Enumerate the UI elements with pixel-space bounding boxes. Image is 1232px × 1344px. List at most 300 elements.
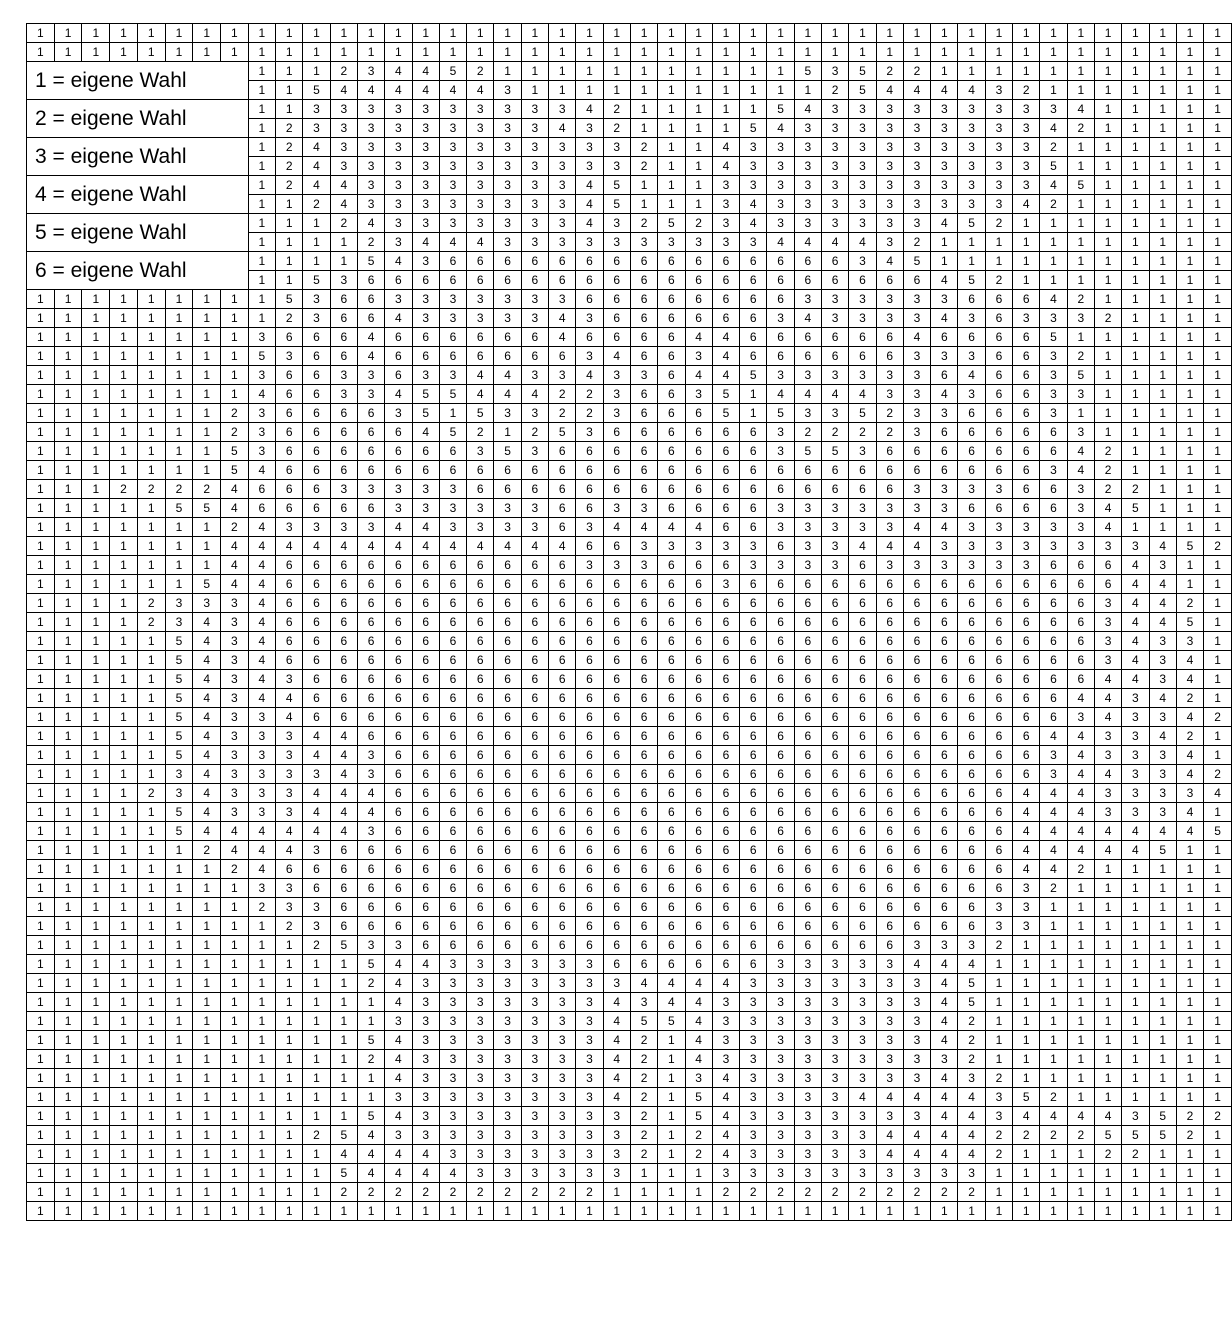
grid-cell: 1 — [1204, 24, 1232, 43]
grid-cell: 3 — [1149, 651, 1176, 670]
grid-cell: 6 — [521, 271, 548, 290]
grid-cell: 4 — [903, 81, 930, 100]
grid-cell: 6 — [658, 556, 685, 575]
grid-cell: 6 — [740, 594, 767, 613]
grid-cell: 1 — [193, 955, 221, 974]
grid-cell: 4 — [248, 556, 275, 575]
grid-cell: 1 — [27, 480, 55, 499]
grid-cell: 1 — [276, 1183, 303, 1202]
grid-cell: 3 — [385, 233, 412, 252]
grid-cell: 1 — [110, 347, 138, 366]
grid-cell: 6 — [549, 518, 576, 537]
grid-cell: 3 — [767, 1145, 794, 1164]
grid-cell: 6 — [849, 632, 876, 651]
grid-row — [27, 62, 1232, 81]
grid-cell: 3 — [412, 499, 439, 518]
grid-cell: 1 — [549, 43, 576, 62]
grid-cell: 3 — [549, 195, 576, 214]
grid-cell: 1 — [1204, 1164, 1232, 1183]
grid-cell: 1 — [137, 366, 165, 385]
grid-cell: 4 — [712, 1088, 739, 1107]
grid-cell: 4 — [603, 1088, 630, 1107]
grid-cell: 6 — [549, 461, 576, 480]
grid-cell: 1 — [1122, 328, 1149, 347]
grid-cell: 3 — [1040, 461, 1067, 480]
grid-cell: 3 — [849, 176, 876, 195]
grid-cell: 6 — [467, 461, 494, 480]
grid-cell: 3 — [1122, 708, 1149, 727]
grid-cell: 1 — [165, 974, 193, 993]
grid-cell: 1 — [27, 974, 55, 993]
grid-cell: 6 — [467, 575, 494, 594]
grid-cell: 3 — [439, 195, 466, 214]
grid-cell: 6 — [467, 613, 494, 632]
grid-cell: 1 — [740, 43, 767, 62]
grid-cell: 3 — [794, 1050, 821, 1069]
grid-cell: 3 — [603, 1126, 630, 1145]
grid-cell: 1 — [82, 309, 110, 328]
grid-cell: 6 — [630, 689, 657, 708]
grid-cell: 1 — [221, 898, 249, 917]
grid-cell: 6 — [303, 594, 330, 613]
grid-cell: 3 — [903, 138, 930, 157]
grid-cell: 1 — [821, 24, 848, 43]
grid-cell: 1 — [1176, 1031, 1203, 1050]
grid-cell: 2 — [110, 480, 138, 499]
grid-cell: 6 — [958, 442, 985, 461]
grid-cell: 1 — [27, 309, 55, 328]
grid-cell: 3 — [876, 556, 903, 575]
grid-cell: 6 — [385, 784, 412, 803]
grid-cell: 4 — [794, 385, 821, 404]
grid-cell: 6 — [876, 613, 903, 632]
grid-cell: 5 — [165, 632, 193, 651]
grid-cell: 3 — [849, 518, 876, 537]
grid-cell: 2 — [821, 81, 848, 100]
grid-cell: 3 — [794, 404, 821, 423]
grid-cell: 3 — [821, 518, 848, 537]
grid-cell: 1 — [1013, 252, 1040, 271]
grid-cell: 1 — [1122, 936, 1149, 955]
grid-cell: 6 — [549, 860, 576, 879]
grid-cell: 3 — [576, 1107, 603, 1126]
grid-cell: 3 — [521, 233, 548, 252]
grid-cell: 5 — [165, 689, 193, 708]
grid-cell: 3 — [412, 366, 439, 385]
grid-cell: 6 — [985, 366, 1012, 385]
grid-cell: 3 — [740, 1107, 767, 1126]
grid-cell: 3 — [876, 993, 903, 1012]
grid-cell: 3 — [357, 176, 384, 195]
grid-cell: 3 — [931, 138, 958, 157]
grid-cell: 6 — [1013, 499, 1040, 518]
grid-cell: 4 — [385, 955, 412, 974]
grid-cell: 6 — [658, 252, 685, 271]
grid-cell: 4 — [549, 119, 576, 138]
grid-cell: 3 — [685, 537, 712, 556]
grid-cell: 1 — [1040, 1164, 1067, 1183]
grid-cell: 3 — [931, 537, 958, 556]
grid-cell: 1 — [165, 347, 193, 366]
grid-cell: 1 — [82, 423, 110, 442]
grid-cell: 6 — [630, 328, 657, 347]
grid-cell: 3 — [549, 1088, 576, 1107]
grid-cell: 3 — [876, 385, 903, 404]
grid-cell: 6 — [467, 651, 494, 670]
grid-cell: 6 — [248, 499, 275, 518]
grid-cell: 4 — [931, 1107, 958, 1126]
grid-cell: 3 — [1176, 632, 1203, 651]
grid-cell: 3 — [385, 157, 412, 176]
grid-cell: 1 — [1013, 1164, 1040, 1183]
grid-cell: 6 — [794, 860, 821, 879]
grid-cell: 6 — [412, 594, 439, 613]
grid-cell: 3 — [385, 176, 412, 195]
grid-cell: 3 — [467, 442, 494, 461]
grid-cell: 1 — [1149, 879, 1176, 898]
grid-cell: 6 — [549, 784, 576, 803]
grid-cell: 1 — [82, 993, 110, 1012]
grid-cell: 3 — [165, 613, 193, 632]
grid-cell: 4 — [658, 518, 685, 537]
grid-cell: 1 — [1122, 898, 1149, 917]
grid-cell: 4 — [685, 974, 712, 993]
grid-cell: 6 — [685, 879, 712, 898]
grid-cell: 6 — [849, 784, 876, 803]
grid-cell: 6 — [1013, 290, 1040, 309]
grid-cell: 3 — [494, 1145, 521, 1164]
grid-cell: 6 — [630, 252, 657, 271]
grid-cell: 6 — [849, 556, 876, 575]
grid-cell: 4 — [412, 81, 439, 100]
grid-cell: 3 — [549, 1050, 576, 1069]
grid-cell: 4 — [193, 613, 221, 632]
grid-cell: 3 — [303, 100, 330, 119]
grid-cell: 6 — [685, 290, 712, 309]
grid-cell: 6 — [821, 708, 848, 727]
grid-cell: 6 — [712, 898, 739, 917]
grid-cell: 3 — [876, 176, 903, 195]
grid-cell: 3 — [1040, 746, 1067, 765]
grid-cell: 5 — [412, 404, 439, 423]
grid-cell: 1 — [54, 385, 82, 404]
grid-cell: 3 — [412, 309, 439, 328]
grid-cell: 1 — [1204, 841, 1232, 860]
grid-cell: 1 — [1204, 632, 1232, 651]
grid-cell: 6 — [494, 803, 521, 822]
grid-cell: 1 — [276, 974, 303, 993]
grid-cell: 1 — [54, 1183, 82, 1202]
grid-cell: 3 — [985, 917, 1012, 936]
grid-cell: 6 — [412, 461, 439, 480]
grid-cell: 3 — [712, 214, 739, 233]
grid-cell: 3 — [740, 1126, 767, 1145]
grid-cell: 1 — [82, 347, 110, 366]
grid-cell: 1 — [221, 1012, 249, 1031]
grid-cell: 3 — [767, 1164, 794, 1183]
grid-cell: 6 — [658, 385, 685, 404]
grid-cell: 1 — [330, 252, 357, 271]
grid-cell: 4 — [1040, 176, 1067, 195]
grid-cell: 4 — [1067, 1107, 1094, 1126]
grid-cell: 5 — [821, 442, 848, 461]
grid-cell: 6 — [630, 575, 657, 594]
grid-cell: 3 — [931, 347, 958, 366]
grid-cell: 1 — [27, 784, 55, 803]
grid-cell: 3 — [439, 1107, 466, 1126]
grid-cell: 1 — [165, 404, 193, 423]
grid-cell: 3 — [1149, 632, 1176, 651]
grid-cell: 4 — [1040, 822, 1067, 841]
grid-cell: 2 — [630, 1088, 657, 1107]
grid-cell: 1 — [137, 822, 165, 841]
grid-cell: 3 — [521, 366, 548, 385]
grid-cell: 4 — [193, 803, 221, 822]
grid-cell: 6 — [931, 708, 958, 727]
grid-cell: 1 — [1204, 119, 1232, 138]
grid-cell: 1 — [248, 62, 275, 81]
grid-cell: 6 — [330, 461, 357, 480]
grid-cell: 6 — [740, 461, 767, 480]
grid-cell: 6 — [903, 442, 930, 461]
grid-cell: 6 — [439, 556, 466, 575]
grid-cell: 1 — [1013, 62, 1040, 81]
grid-cell: 3 — [549, 993, 576, 1012]
grid-cell: 6 — [794, 727, 821, 746]
grid-cell: 1 — [137, 556, 165, 575]
grid-cell: 6 — [958, 689, 985, 708]
grid-row — [27, 1012, 1232, 1031]
grid-cell: 6 — [549, 689, 576, 708]
grid-cell: 1 — [740, 385, 767, 404]
grid-cell: 4 — [248, 385, 275, 404]
grid-cell: 3 — [467, 993, 494, 1012]
grid-row — [27, 442, 1232, 461]
grid-cell: 4 — [1122, 594, 1149, 613]
grid-cell: 3 — [521, 119, 548, 138]
grid-cell: 3 — [576, 974, 603, 993]
grid-cell: 1 — [193, 1050, 221, 1069]
grid-row — [27, 43, 1232, 62]
grid-cell: 6 — [740, 480, 767, 499]
grid-cell: 6 — [1013, 366, 1040, 385]
grid-cell: 6 — [439, 271, 466, 290]
grid-cell: 6 — [276, 385, 303, 404]
grid-cell: 1 — [985, 43, 1012, 62]
grid-cell: 6 — [685, 404, 712, 423]
grid-cell: 4 — [1067, 461, 1094, 480]
grid-cell: 4 — [1149, 689, 1176, 708]
grid-cell: 6 — [958, 632, 985, 651]
grid-cell: 6 — [712, 518, 739, 537]
grid-cell: 1 — [1176, 81, 1203, 100]
grid-cell: 3 — [1067, 309, 1094, 328]
grid-cell: 4 — [494, 366, 521, 385]
grid-cell: 1 — [1122, 157, 1149, 176]
grid-cell: 6 — [985, 727, 1012, 746]
grid-cell: 1 — [1149, 955, 1176, 974]
grid-cell: 2 — [357, 1050, 384, 1069]
grid-cell: 6 — [276, 613, 303, 632]
grid-cell: 4 — [1176, 651, 1203, 670]
grid-cell: 1 — [137, 1164, 165, 1183]
grid-cell: 6 — [876, 461, 903, 480]
grid-cell: 1 — [740, 404, 767, 423]
grid-cell: 6 — [439, 879, 466, 898]
grid-cell: 4 — [1040, 290, 1067, 309]
grid-cell: 3 — [412, 480, 439, 499]
grid-cell: 6 — [821, 670, 848, 689]
grid-cell: 3 — [221, 594, 249, 613]
grid-cell: 3 — [767, 138, 794, 157]
grid-cell: 4 — [712, 1145, 739, 1164]
grid-cell: 1 — [1176, 366, 1203, 385]
grid-cell: 2 — [630, 1069, 657, 1088]
grid-cell: 3 — [849, 1164, 876, 1183]
grid-cell: 2 — [1094, 309, 1121, 328]
grid-cell: 6 — [767, 328, 794, 347]
grid-cell: 6 — [385, 347, 412, 366]
grid-cell: 6 — [603, 936, 630, 955]
grid-row — [27, 347, 1232, 366]
grid-cell: 6 — [740, 727, 767, 746]
grid-cell: 6 — [685, 727, 712, 746]
grid-cell: 6 — [521, 575, 548, 594]
grid-cell: 3 — [794, 1126, 821, 1145]
grid-cell: 1 — [985, 62, 1012, 81]
grid-cell: 3 — [412, 974, 439, 993]
grid-cell: 5 — [330, 936, 357, 955]
grid-cell: 3 — [685, 347, 712, 366]
grid-cell: 5 — [685, 1088, 712, 1107]
grid-cell: 3 — [958, 537, 985, 556]
grid-cell: 3 — [576, 119, 603, 138]
grid-cell: 1 — [303, 1088, 330, 1107]
grid-cell: 6 — [576, 575, 603, 594]
grid-cell: 6 — [494, 252, 521, 271]
grid-cell: 6 — [549, 651, 576, 670]
grid-cell: 1 — [110, 917, 138, 936]
grid-cell: 3 — [603, 1145, 630, 1164]
grid-cell: 4 — [603, 1050, 630, 1069]
grid-cell: 3 — [549, 974, 576, 993]
grid-cell: 3 — [794, 176, 821, 195]
grid-cell: 1 — [1176, 955, 1203, 974]
grid-cell: 3 — [712, 1164, 739, 1183]
grid-cell: 4 — [931, 271, 958, 290]
grid-cell: 6 — [958, 290, 985, 309]
grid-cell: 1 — [54, 879, 82, 898]
grid-cell: 1 — [54, 1069, 82, 1088]
grid-cell: 6 — [712, 613, 739, 632]
grid-cell: 1 — [1122, 24, 1149, 43]
grid-cell: 6 — [985, 841, 1012, 860]
grid-cell: 6 — [985, 803, 1012, 822]
grid-cell: 3 — [193, 594, 221, 613]
grid-cell: 5 — [1040, 157, 1067, 176]
grid-cell: 3 — [276, 879, 303, 898]
grid-cell: 3 — [849, 157, 876, 176]
grid-cell: 3 — [794, 993, 821, 1012]
grid-cell: 6 — [767, 461, 794, 480]
grid-cell: 1 — [248, 138, 275, 157]
grid-cell: 4 — [876, 252, 903, 271]
grid-cell: 1 — [54, 556, 82, 575]
grid-cell: 4 — [1094, 518, 1121, 537]
grid-cell: 6 — [439, 708, 466, 727]
grid-cell: 1 — [931, 62, 958, 81]
grid-cell: 6 — [985, 670, 1012, 689]
grid-cell: 3 — [767, 157, 794, 176]
grid-cell: 6 — [549, 841, 576, 860]
grid-cell: 1 — [303, 233, 330, 252]
grid-cell: 1 — [82, 1012, 110, 1031]
grid-cell: 3 — [1149, 670, 1176, 689]
grid-cell: 1 — [248, 1031, 275, 1050]
grid-cell: 6 — [767, 252, 794, 271]
grid-cell: 3 — [1067, 708, 1094, 727]
grid-cell: 6 — [630, 651, 657, 670]
grid-cell: 5 — [165, 708, 193, 727]
grid-cell: 1 — [931, 24, 958, 43]
grid-cell: 3 — [876, 518, 903, 537]
grid-cell: 1 — [54, 822, 82, 841]
grid-cell: 6 — [767, 651, 794, 670]
grid-cell: 1 — [931, 43, 958, 62]
grid-cell: 1 — [1204, 1145, 1232, 1164]
grid-cell: 3 — [821, 290, 848, 309]
grid-cell: 6 — [603, 632, 630, 651]
grid-cell: 6 — [849, 936, 876, 955]
grid-cell: 6 — [767, 822, 794, 841]
grid-cell: 3 — [876, 499, 903, 518]
grid-cell: 1 — [685, 157, 712, 176]
grid-cell: 3 — [931, 556, 958, 575]
grid-cell: 1 — [27, 765, 55, 784]
grid-cell: 1 — [276, 233, 303, 252]
grid-cell: 2 — [576, 1183, 603, 1202]
grid-cell: 1 — [467, 43, 494, 62]
grid-cell: 1 — [82, 385, 110, 404]
grid-cell: 1 — [1204, 366, 1232, 385]
grid-cell: 3 — [494, 157, 521, 176]
grid-cell: 4 — [412, 233, 439, 252]
grid-cell: 3 — [740, 157, 767, 176]
grid-cell: 4 — [767, 119, 794, 138]
grid-cell: 1 — [685, 24, 712, 43]
grid-cell: 2 — [630, 1145, 657, 1164]
grid-cell: 2 — [794, 423, 821, 442]
grid-cell: 3 — [903, 1107, 930, 1126]
grid-cell: 1 — [82, 594, 110, 613]
grid-cell: 4 — [385, 252, 412, 271]
grid-cell: 2 — [357, 1183, 384, 1202]
grid-cell: 1 — [27, 594, 55, 613]
grid-cell: 6 — [712, 499, 739, 518]
grid-cell: 3 — [385, 1126, 412, 1145]
grid-cell: 1 — [1149, 385, 1176, 404]
grid-cell: 6 — [903, 841, 930, 860]
grid-cell: 1 — [137, 1012, 165, 1031]
grid-cell: 6 — [876, 271, 903, 290]
grid-cell: 1 — [137, 43, 165, 62]
grid-cell: 1 — [276, 214, 303, 233]
grid-cell: 1 — [985, 1012, 1012, 1031]
grid-row — [27, 1050, 1232, 1069]
grid-cell: 3 — [767, 1088, 794, 1107]
grid-cell: 1 — [137, 708, 165, 727]
grid-cell: 1 — [1204, 100, 1232, 119]
